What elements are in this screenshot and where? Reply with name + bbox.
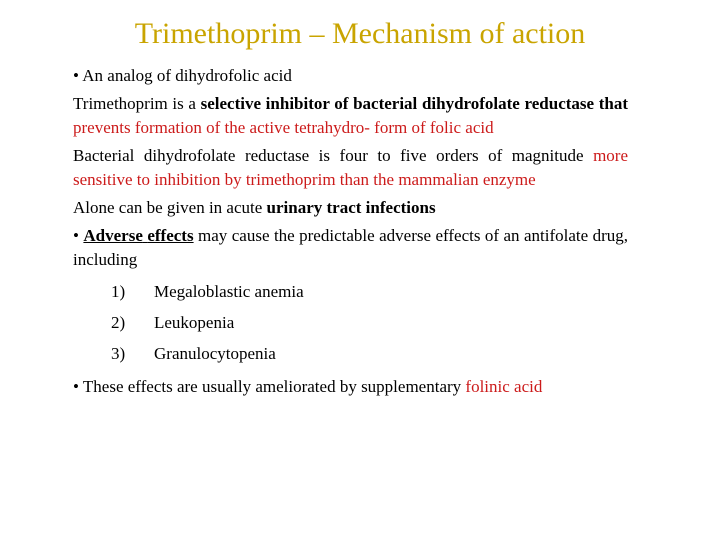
slide-title: Trimethoprim – Mechanism of action xyxy=(134,17,586,50)
adverse-text: Adverse xyxy=(83,226,143,245)
list-text: Granulocytopenia xyxy=(154,343,276,363)
bullet-analog: • An analog of dihydrofolic acid xyxy=(73,66,292,85)
prevents-formation-text: prevents formation of the active tetrahydro- form of folic acid xyxy=(73,118,494,137)
slide-content xyxy=(73,64,628,403)
uti-text: urinary tract infections xyxy=(266,198,436,217)
list-text: Leukopenia xyxy=(154,312,235,332)
more-sensitive-text: more sensitive to inhibition by trimethoprim than the mammalian enzyme xyxy=(73,146,628,189)
list-number: 2) xyxy=(111,312,126,332)
list-text: Megaloblastic anemia xyxy=(154,281,304,301)
list-number: 1) xyxy=(111,281,126,301)
effects-text: effects xyxy=(147,226,194,245)
adverse-effects-list xyxy=(73,276,628,369)
selective-inhibitor-text: selective inhibitor of bacterial dihydrofolate reductase that xyxy=(200,94,629,113)
list-item xyxy=(73,338,628,369)
bullet-folinic-acid: • These effects are usually ameliorated by supplementary folinic acid xyxy=(73,377,543,396)
paragraph-sensitivity: Bacterial dihydrofolate reductase is four to five orders of magnitude more sensitive to inhibition by trimethoprim than the mammalian enzyme xyxy=(73,146,628,189)
folinic-acid-text: folinic acid xyxy=(465,377,543,396)
list-item xyxy=(73,276,628,307)
paragraph-uti: Alone can be given in acute urinary tract infections xyxy=(73,198,436,217)
paragraph-inhibitor: Trimethoprim is a selective inhibitor of bacterial dihydrofolate reductase that prevents formation of the active tetrahydro- form of folic acid xyxy=(73,94,629,137)
list-item xyxy=(73,307,628,338)
list-number: 3) xyxy=(111,343,126,363)
bullet-adverse-effects: • Adverse effects may cause the predictable adverse effects of an antifolate drug, including xyxy=(73,226,629,269)
